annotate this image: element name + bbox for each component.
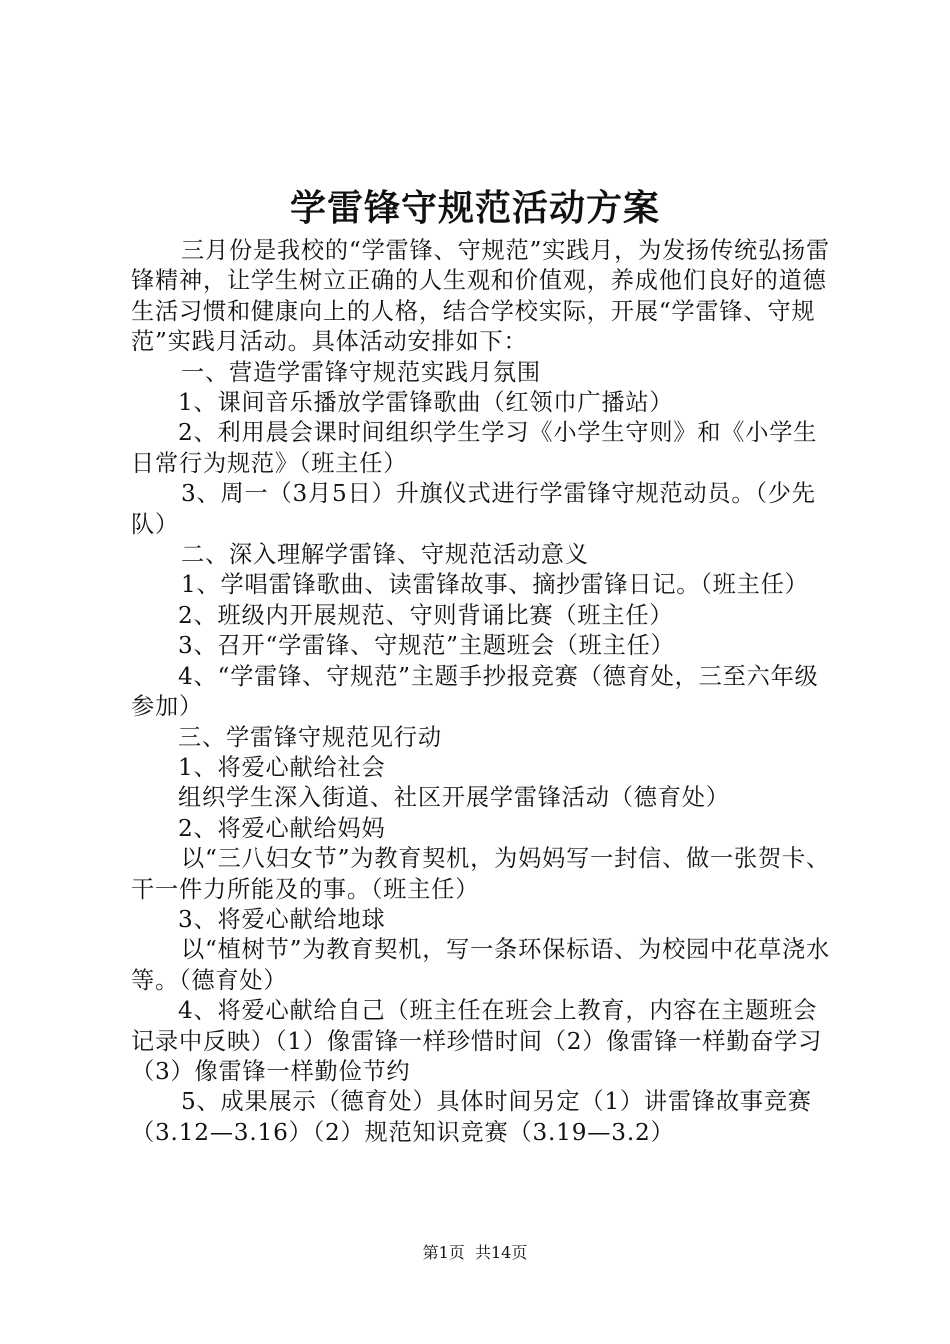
list-item-detail: 组织学生深入街道、社区开展学雷锋活动（德育处） xyxy=(178,784,730,812)
intro-paragraph: 三月份是我校的“学雷锋、守规范”实践月，为发扬传统弘扬雷锋精神，让学生树立正确的人生观和价值观，养成他们良好的道德生活习惯和健康向上的人格，结合学校实际，开展“学雷锋、守规范”实践月活动。具体活动安排如下： xyxy=(131,237,830,356)
list-item: 1、学唱雷锋歌曲、读雷锋故事、摘抄雷锋日记。（班主任） xyxy=(181,571,809,599)
page-number: 第1页 xyxy=(422,1243,465,1262)
list-item: 4、将爱心献给自己（班主任在班会上教育，内容在主题班会记录中反映）（1）像雷锋一样珍惜时间（2）像雷锋一样勤奋学习（3）像雷锋一样勤俭节约 xyxy=(131,997,823,1085)
document-body xyxy=(131,236,831,1148)
list-item: 3、周一（3月5日）升旗仪式进行学雷锋守规范动员。（少先队） xyxy=(131,480,816,538)
section-heading-3: 三、学雷锋守规范见行动 xyxy=(178,723,442,751)
list-item: 2、班级内开展规范、守则背诵比赛（班主任） xyxy=(178,601,674,629)
document-title: 学雷锋守规范活动方案 xyxy=(289,187,660,229)
list-item: 5、成果展示（德育处）具体时间另定（1）讲雷锋故事竞赛（3.12—3.16）（2）规范知识竞赛（3.19—3.2） xyxy=(131,1088,812,1146)
section-heading-2: 二、深入理解学雷锋、守规范活动意义 xyxy=(181,541,589,569)
page-total: 共14页 xyxy=(474,1243,528,1262)
list-item: 1、将爱心献给社会 xyxy=(178,753,386,781)
section-heading-1: 一、营造学雷锋守规范实践月氛围 xyxy=(181,358,541,386)
list-item: 2、将爱心献给妈妈 xyxy=(178,814,386,842)
list-item-detail: 以“植树节”为教育契机，写一条环保标语、为校园中花草浇水等。（德育处） xyxy=(131,936,830,994)
list-item: 2、利用晨会课时间组织学生学习《小学生守则》和《小学生日常行为规范》（班主任） xyxy=(131,419,818,477)
list-item-detail: 以“三八妇女节”为教育契机，为妈妈写一封信、做一张贺卡、干一件力所能及的事。（班主任） xyxy=(131,845,830,903)
list-item: 3、将爱心献给地球 xyxy=(178,905,386,933)
list-item: 1、课间音乐播放学雷锋歌曲（红领巾广播站） xyxy=(178,389,674,417)
page-footer xyxy=(0,1243,950,1263)
list-item: 4、“学雷锋、守规范”主题手抄报竞赛（德育处，三至六年级参加） xyxy=(131,662,819,721)
list-item: 3、召开“学雷锋、守规范”主题班会（班主任） xyxy=(178,632,675,660)
